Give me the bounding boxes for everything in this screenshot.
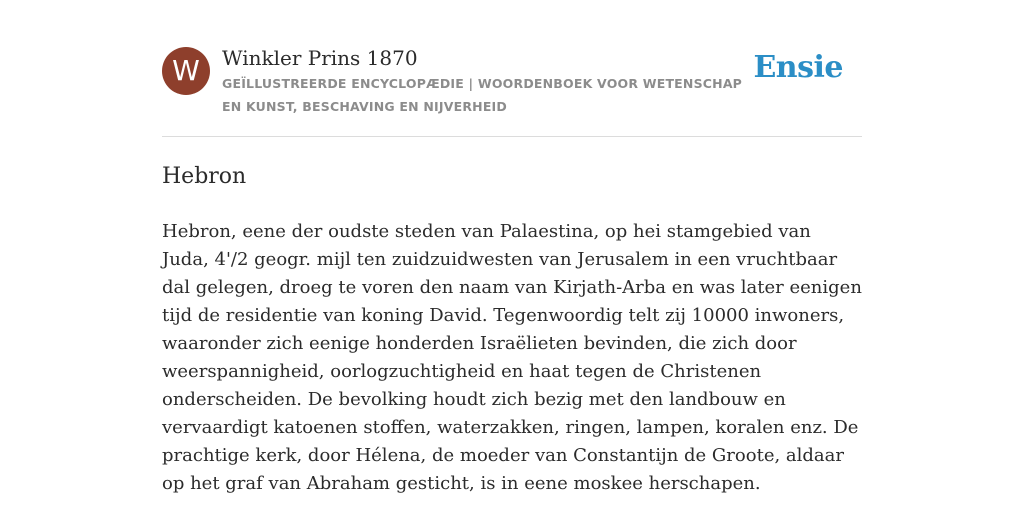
source-header (162, 44, 862, 137)
source-subtitle: GEÏLLUSTREERDE ENCYCLOPÆDIE | WOORDENBOEK VOOR WETENSCHAP EN KUNST, BESCHAVING EN NIJVERHEID (222, 76, 743, 114)
ensie-logo[interactable]: Ensie (753, 50, 843, 85)
source-avatar[interactable]: W (162, 47, 210, 95)
entry-body: Hebron, eene der oudste steden van Palaestina, op hei stamgebied van Juda, 4'/2 geogr. mijl ten zuidzuidwesten van Jerusalem in een vruchtbaar dal gelegen, droeg te voren den naam van Kirjath-Arba en was later eenigen tijd de residentie van koning David. Tegenwoordig telt zij 10000 inwoners, waaronder zich eenige honderden Israëlieten bevinden, die zich door weerspannigheid, oorlogzuchtigheid en haat tegen de Christenen onderscheiden. De bevolking houdt zich bezig met den landbouw en vervaardigt katoenen stoffen, waterzakken, ringen, lampen, koralen enz. De prachtige kerk, door Hélena, de moeder van Constantijn de Groote, aldaar op het graf van Abraham gesticht, is in eene moskee herschapen. (162, 221, 862, 494)
page-container (162, 44, 862, 498)
source-info (222, 44, 762, 118)
entry-title: Hebron (162, 164, 247, 189)
source-title[interactable]: Winkler Prins 1870 (222, 46, 418, 70)
